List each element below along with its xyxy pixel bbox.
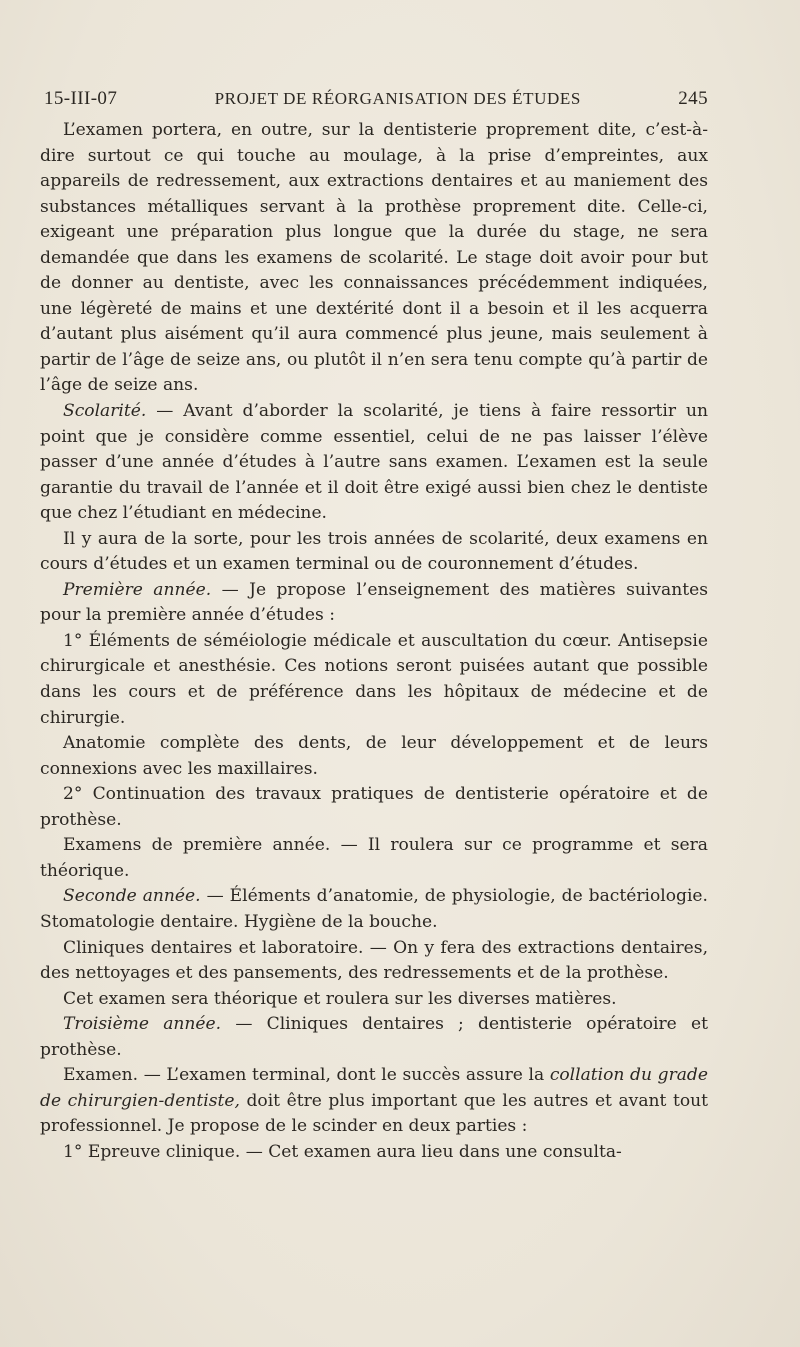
paragraph: L’examen portera, en outre, sur la dentisterie proprement dite, c’est-à-dire surtout ce qui touche au moulage, à la prise d’empreintes, aux appareils de redressement, aux extractions dentaires et au maniement des substances métalliques servant à la prothèse proprement dite. Celle-ci, exigeant une préparation plus longue que la durée du stage, ne sera demandée que dans les examens de scolarité. Le stage doit avoir pour but de donner au dentiste, avec les connaissances précédemment indiquées, une légèreté de mains et une dextérité dont il a besoin et il les acquerra d’autant plus aisément qu’il aura commencé plus jeune, mais seulement à partir de l’âge de seize ans, ou plutôt il n’en sera tenu compte qu’à partir de l’âge de seize ans. bbox=[40, 120, 708, 396]
paragraph: Il y aura de la sorte, pour les trois années de scolarité, deux examens en cours d’études et un examen terminal ou de couronnement d’études. bbox=[40, 528, 708, 575]
section-lead: Seconde année. bbox=[63, 886, 201, 907]
header-date: 15-III-07 bbox=[44, 88, 118, 109]
paragraph: Cet examen sera théorique et roulera sur les diverses matières. bbox=[63, 988, 617, 1009]
paragraph: 1° Epreuve clinique. — Cet examen aura lieu dans une consulta- bbox=[63, 1141, 622, 1162]
section-lead: Troisième année. bbox=[63, 1014, 222, 1035]
paragraph-scolarite: Scolarité. — Avant d’aborder la scolarité, je tiens à faire ressortir un point que je considère comme essentiel, celui de ne pas laisser l’élève passer d’une année d’études à l’autre sans examen. L’examen est la seule garantie du travail de l’année et il doit être exigé aussi bien chez le dentiste que chez l’étudiant en médecine. bbox=[40, 401, 708, 524]
page-body bbox=[40, 118, 708, 1165]
paragraph-premiere-annee: Première année. — Je propose l’enseignement des matières suivantes pour la première année d’études : bbox=[40, 579, 708, 626]
paragraph-troisieme-annee: Troisième année. — Cliniques dentaires ; dentisterie opératoire et prothèse. bbox=[40, 1014, 708, 1060]
paragraph: Cliniques dentaires et laboratoire. — On y fera des extractions dentaires, des nettoyages et des pansements, des redressements et de la prothèse. bbox=[40, 937, 708, 984]
paragraph: 1° Éléments de séméiologie médicale et auscultation du cœur. Antisepsie chirurgicale et anesthésie. Ces notions seront puisées autant que possible dans les cours et de préférence dans les hôpitaux de médecine et de chirurgie. bbox=[40, 630, 708, 728]
paragraph: 2° Continuation des travaux pratiques de dentisterie opératoire et de prothèse. bbox=[40, 784, 708, 830]
page-number: 245 bbox=[678, 88, 708, 109]
paragraph-examen: Examen. — L’examen terminal, dont le succès assure la collation du grade de chirurgien-dentiste, doit être plus important que les autres et avant tout professionnel. Je propose de le scinder en deux parties : bbox=[40, 1065, 708, 1137]
paragraph: Anatomie complète des dents, de leur développement et de leurs connexions avec les maxillaires. bbox=[40, 733, 708, 779]
paragraph: Examens de première année. — Il roulera sur ce programme et sera théorique. bbox=[40, 835, 708, 881]
section-lead: Scolarité. bbox=[63, 401, 147, 422]
running-header bbox=[40, 88, 708, 110]
paragraph-seconde-annee: Seconde année. — Éléments d’anatomie, de physiologie, de bactériologie. Stomatologie dentaire. Hygiène de la bouche. bbox=[40, 886, 708, 932]
header-title: PROJET DE RÉORGANISATION DES ÉTUDES bbox=[214, 89, 581, 108]
section-lead: Première année. bbox=[63, 579, 212, 600]
emphasis: collation du grade de chirurgien-dentiste, bbox=[40, 1065, 708, 1111]
